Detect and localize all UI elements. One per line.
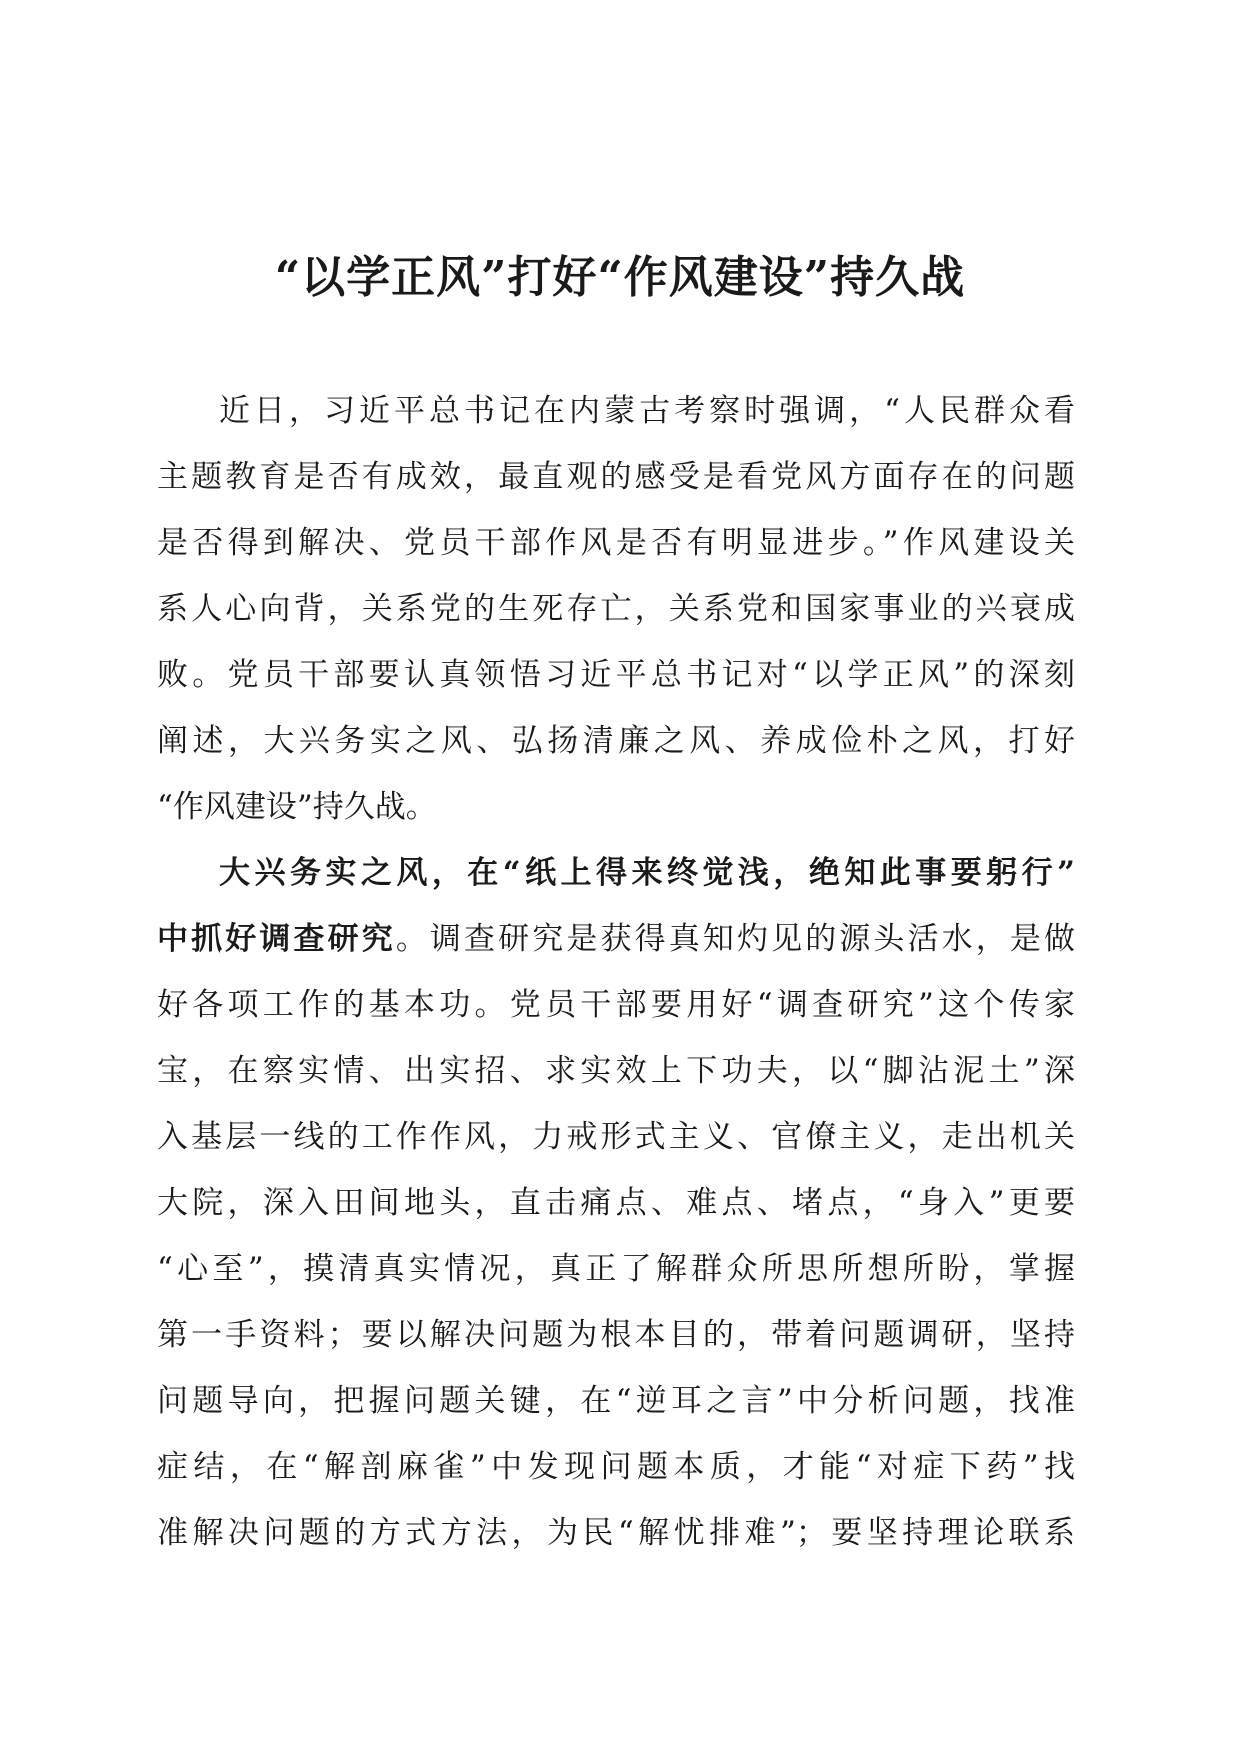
paragraph-line-rest: 。调查研究是获得真知灼见的源头活水，是做 [395, 921, 1076, 957]
paragraph-line: “作风建设”持久战。 [157, 789, 437, 825]
paragraph-line: 准解决问题的方式方法，为民“解忧排难”；要坚持理论联系 [157, 1515, 1075, 1551]
document-title: “以学正风”打好“作风建设”持久战 [274, 252, 966, 303]
paragraph-line: 是否得到解决、党员干部作风是否有明显进步。”作风建设关 [157, 525, 1075, 561]
paragraph-line: 系人心向背，关系党的生死存亡，关系党和国家事业的兴衰成 [157, 591, 1075, 627]
paragraph-line: 败。党员干部要认真领悟习近平总书记对“以学正风”的深刻 [157, 657, 1075, 693]
paragraph-line: 大院，深入田间地头，直击痛点、难点、堵点，“身入”更要 [157, 1185, 1075, 1221]
paragraph-heading-tail: 中抓好调查研究 [157, 921, 396, 957]
paragraph-line: 阐述，大兴务实之风、弘扬清廉之风、养成俭朴之风，打好 [157, 723, 1075, 759]
paragraph-2 [157, 840, 1075, 1566]
paragraph-line: 问题导向，把握问题关键，在“逆耳之言”中分析问题，找准 [157, 1383, 1075, 1419]
paragraph-line: 好各项工作的基本功。党员干部要用好“调查研究”这个传家 [157, 987, 1075, 1023]
paragraph-line: “心至”，摸清真实情况，真正了解群众所思所想所盼，掌握 [157, 1251, 1075, 1287]
paragraph-line: 宝，在察实情、出实招、求实效上下功夫，以“脚沾泥土”深 [157, 1053, 1075, 1089]
paragraph-line: 症结，在“解剖麻雀”中发现问题本质，才能“对症下药”找 [157, 1449, 1075, 1485]
paragraph-line-mixed [157, 906, 1075, 972]
document-body [157, 378, 1075, 1566]
paragraph-1 [157, 378, 1075, 840]
paragraph-line: 近日，习近平总书记在内蒙古考察时强调，“人民群众看 [219, 393, 1075, 429]
paragraph-line: 入基层一线的工作作风，力戒形式主义、官僚主义，走出机关 [157, 1119, 1075, 1155]
paragraph-line: 第一手资料；要以解决问题为根本目的，带着问题调研，坚持 [157, 1317, 1075, 1353]
paragraph-line: 主题教育是否有成效，最直观的感受是看党风方面存在的问题 [157, 459, 1075, 495]
paragraph-heading-line: 大兴务实之风，在“纸上得来终觉浅，绝知此事要躬行” [219, 855, 1075, 891]
